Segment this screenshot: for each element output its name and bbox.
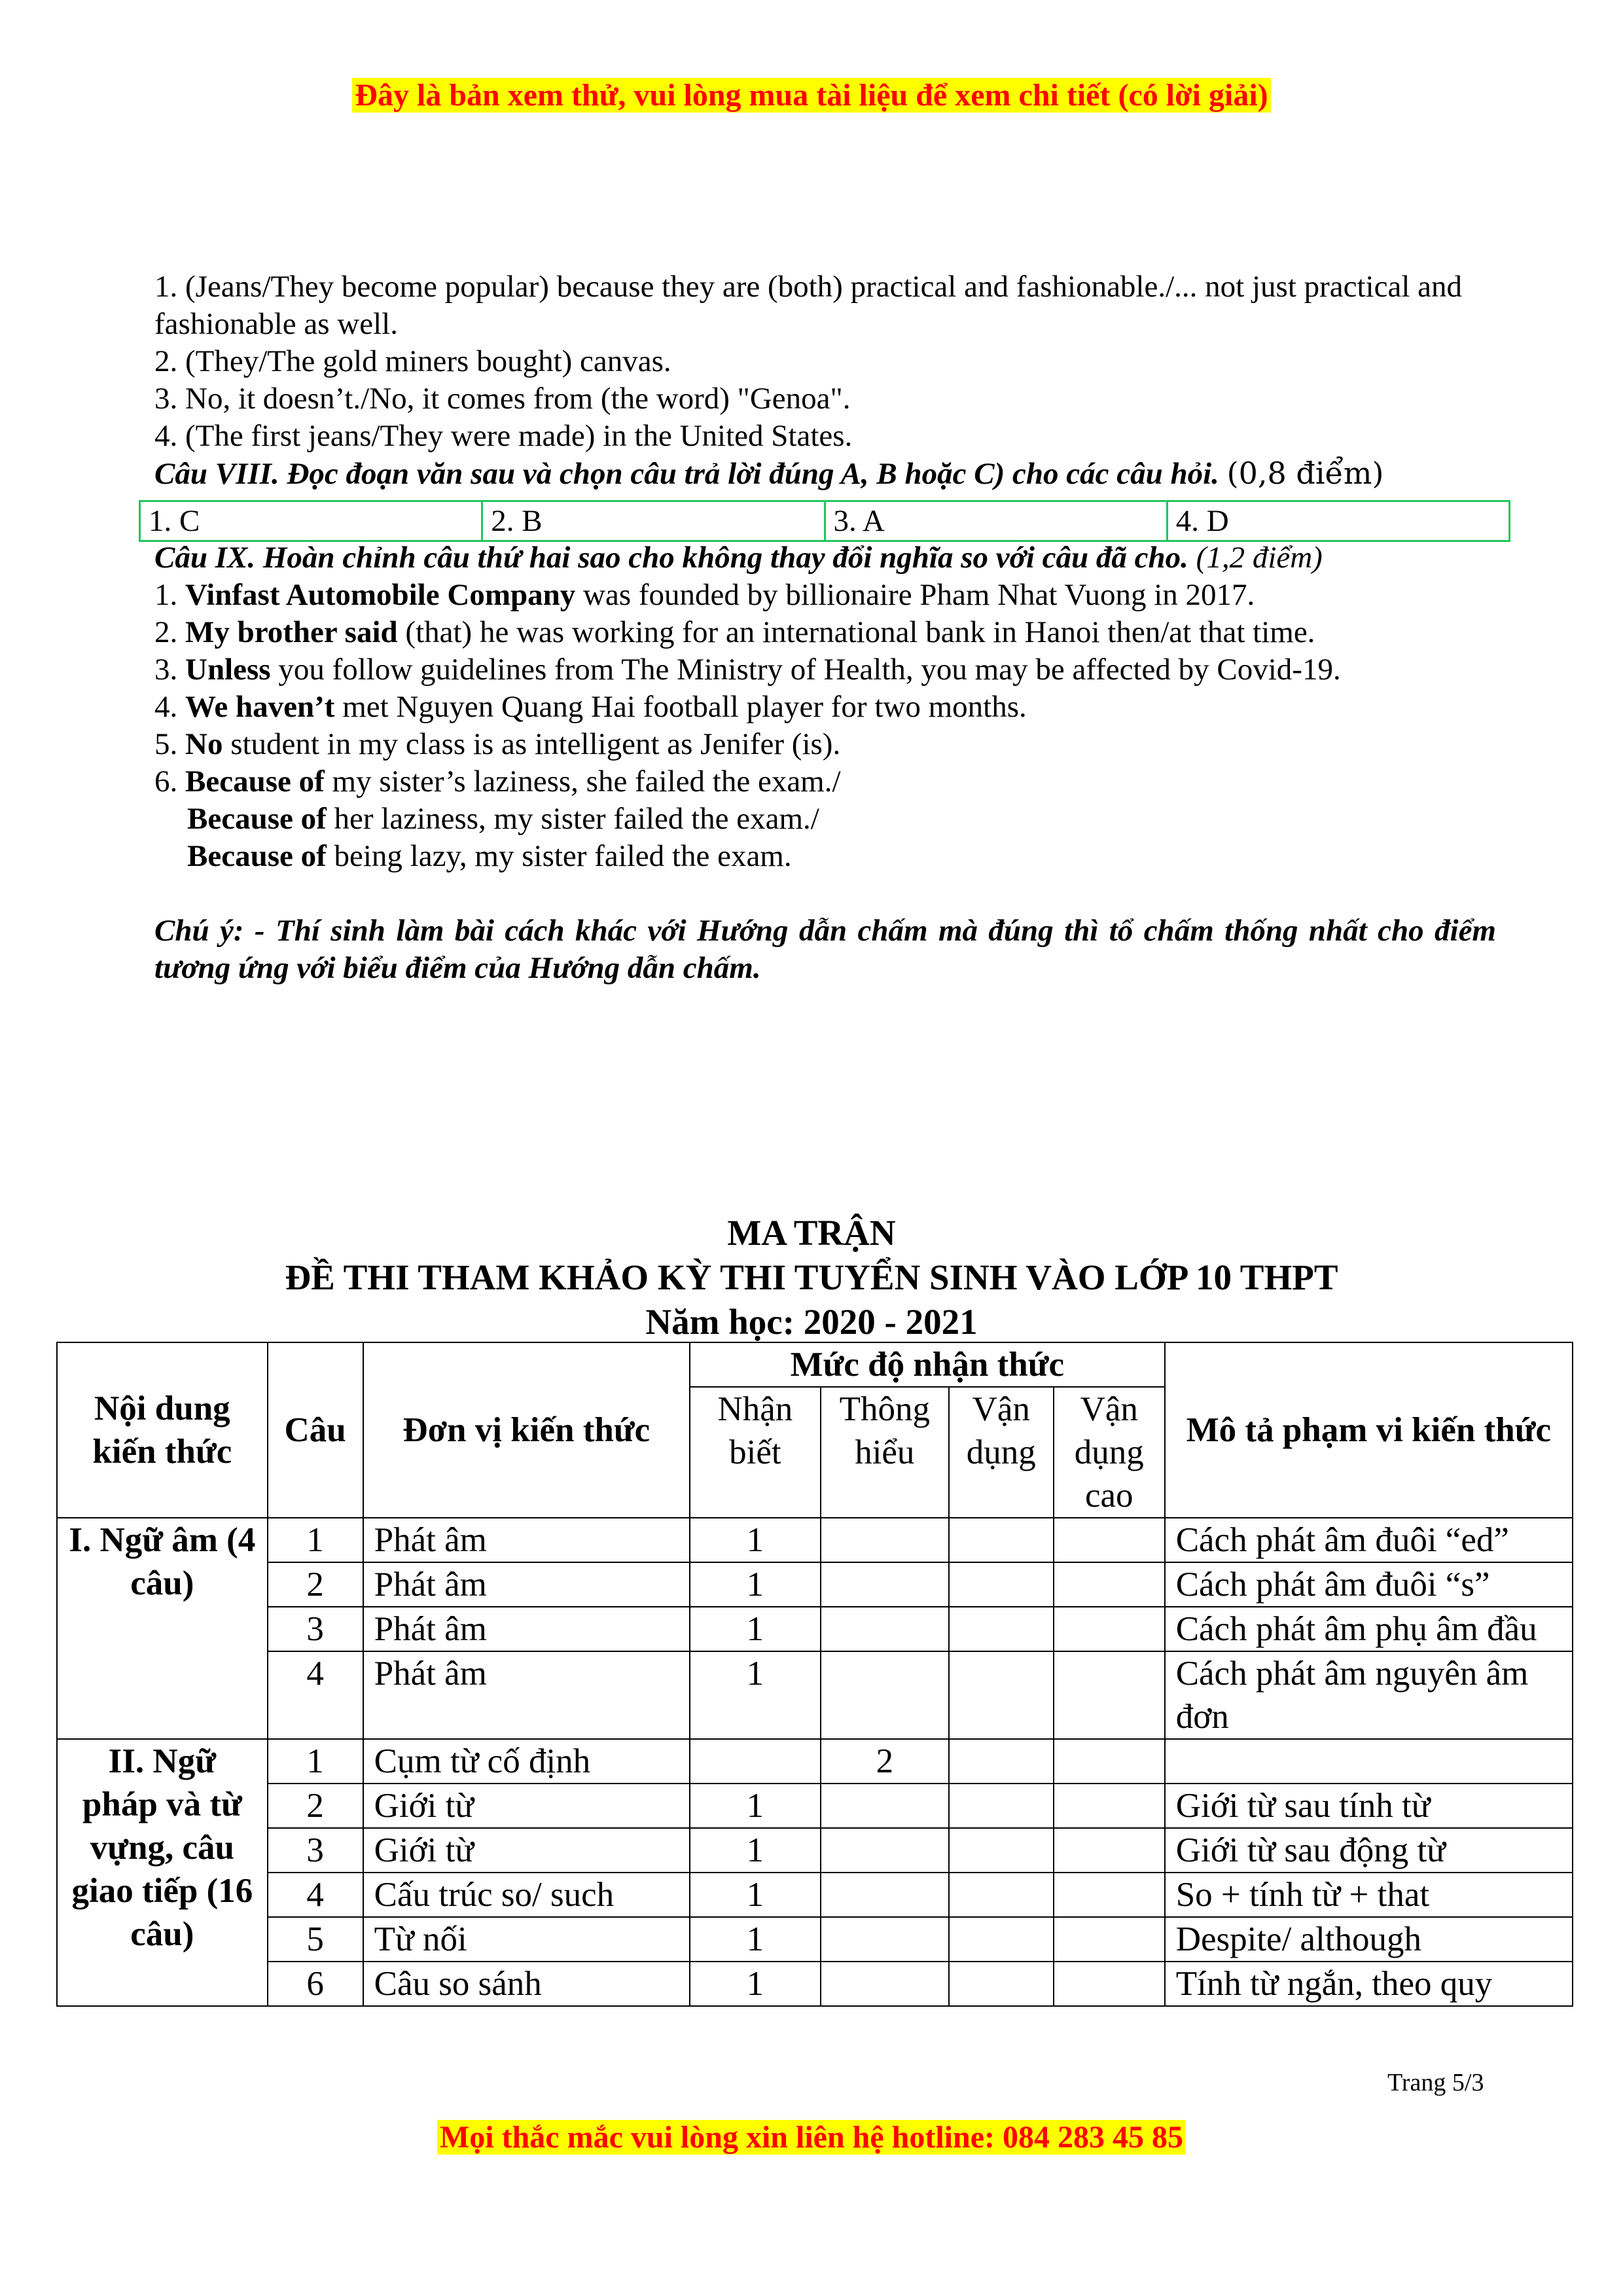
cell-unit: Phát âm	[363, 1562, 690, 1607]
answer-line: 4. (The first jeans/They were made) in the United States.	[154, 419, 853, 453]
cell-apply-high	[1054, 1784, 1165, 1828]
rewrite-item	[154, 763, 1496, 800]
cell-apply-high	[1054, 1739, 1165, 1784]
section-vii-answers	[154, 268, 1496, 493]
item-number: 6.	[154, 764, 185, 798]
cell-description: Cách phát âm đuôi “ed”	[1165, 1518, 1573, 1562]
cell-understand	[821, 1917, 949, 1962]
preview-banner	[0, 77, 1623, 113]
table-row	[57, 1518, 1573, 1562]
cell-description: Giới từ sau động từ	[1165, 1828, 1573, 1873]
item-key: Because of	[187, 802, 327, 836]
matrix-table	[56, 1342, 1573, 2007]
cell-apply-high	[1054, 1917, 1165, 1962]
cell-understand	[821, 1873, 949, 1917]
answer-cell: 3. A	[825, 501, 1167, 541]
cell-unit: Cụm từ cố định	[363, 1739, 690, 1784]
cell-apply	[949, 1651, 1054, 1739]
matrix-header-row	[57, 1342, 1573, 1387]
cell-unit: Giới từ	[363, 1828, 690, 1873]
cell-apply-high	[1054, 1607, 1165, 1651]
cell-apply-high	[1054, 1828, 1165, 1873]
cell-understand	[821, 1828, 949, 1873]
item-key: Because of	[185, 764, 325, 798]
matrix-title-line2: ĐỀ THI THAM KHẢO KỲ THI TUYỂN SINH VÀO LỚP 10 THPT	[285, 1257, 1338, 1297]
item-number: 4.	[154, 690, 185, 724]
cell-description	[1165, 1739, 1573, 1784]
cell-understand	[821, 1962, 949, 2006]
cell-question: 5	[268, 1917, 363, 1962]
cell-description: Cách phát âm phụ âm đầu	[1165, 1607, 1573, 1651]
item-key: Vinfast Automobile Company	[185, 578, 576, 612]
cell-recognize: 1	[690, 1962, 821, 2006]
item-key: We haven’t	[185, 690, 335, 724]
cell-description: Cách phát âm đuôi “s”	[1165, 1562, 1573, 1607]
cell-recognize	[690, 1739, 821, 1784]
rewrite-item	[154, 689, 1496, 726]
cell-question: 1	[268, 1739, 363, 1784]
cell-recognize: 1	[690, 1518, 821, 1562]
cell-apply	[949, 1739, 1054, 1784]
cell-apply-high	[1054, 1962, 1165, 2006]
rewrite-item-alt	[154, 800, 1496, 838]
cell-recognize: 1	[690, 1607, 821, 1651]
cell-understand	[821, 1651, 949, 1739]
header-cognitive-level: Mức độ nhận thức	[690, 1342, 1165, 1387]
item-number: 3.	[154, 653, 185, 687]
cell-understand	[821, 1607, 949, 1651]
cell-unit: Giới từ	[363, 1784, 690, 1828]
item-number: 1.	[154, 578, 185, 612]
rewrite-item-alt	[154, 838, 1496, 875]
cell-unit: Cấu trúc so/ such	[363, 1873, 690, 1917]
answer-line: 2. (They/The gold miners bought) canvas.	[154, 344, 671, 378]
header-unit: Đơn vị kiến thức	[363, 1342, 690, 1518]
matrix-title-line3: Năm học: 2020 - 2021	[645, 1302, 978, 1342]
section-ix-heading	[154, 539, 1496, 577]
page-number: Trang 5/3	[1387, 2069, 1484, 2096]
cell-question: 6	[268, 1962, 363, 2006]
rewrite-item	[154, 726, 1496, 763]
cell-understand	[821, 1562, 949, 1607]
section-viii-points: (0,8 điểm)	[1226, 456, 1384, 491]
item-key: Because of	[187, 839, 327, 873]
answer-line: 3. No, it doesn’t./No, it comes from (the word) "Genoa".	[154, 382, 851, 416]
item-rest: her laziness, my sister failed the exam./	[326, 802, 819, 836]
answer-cell: 2. B	[482, 501, 825, 541]
cell-recognize: 1	[690, 1828, 821, 1873]
cell-apply	[949, 1607, 1054, 1651]
item-rest: (that) he was working for an international bank in Hanoi then/at that time.	[397, 615, 1315, 649]
cell-recognize: 1	[690, 1873, 821, 1917]
header-recognize: Nhận biết	[690, 1387, 821, 1518]
cell-apply	[949, 1562, 1054, 1607]
table-row	[57, 1562, 1573, 1607]
cell-recognize: 1	[690, 1562, 821, 1607]
cell-description: Giới từ sau tính từ	[1165, 1784, 1573, 1828]
cell-understand: 2	[821, 1739, 949, 1784]
section-label: II. Ngữ pháp và từ vựng, câu giao tiếp (16 câu)	[57, 1739, 268, 2006]
cell-question: 2	[268, 1784, 363, 1828]
matrix-title	[0, 1211, 1623, 1344]
cell-question: 1	[268, 1518, 363, 1562]
section-viii-heading	[154, 455, 1496, 493]
cell-understand	[821, 1518, 949, 1562]
answer-cell: 4. D	[1167, 501, 1509, 541]
cell-recognize: 1	[690, 1651, 821, 1739]
item-rest: you follow guidelines from The Ministry of Health, you may be affected by Covid-19.	[270, 653, 1341, 687]
item-key: My brother said	[185, 615, 398, 649]
cell-recognize: 1	[690, 1784, 821, 1828]
cell-apply-high	[1054, 1651, 1165, 1739]
cell-description: Tính từ ngắn, theo quy	[1165, 1962, 1573, 2006]
cell-apply-high	[1054, 1562, 1165, 1607]
cell-recognize: 1	[690, 1917, 821, 1962]
cell-apply	[949, 1917, 1054, 1962]
grading-note: Chú ý: - Thí sinh làm bài cách khác với Hướng dẫn chấm mà đúng thì tổ chấm thống nhất cho điểm tương ứng với biểu điểm của Hướng dẫn chấm.	[154, 914, 1496, 985]
cell-apply	[949, 1518, 1054, 1562]
rewrite-item	[154, 651, 1496, 689]
table-row	[57, 1917, 1573, 1962]
hotline-banner-text: Mọi thắc mắc vui lòng xin liên hệ hotline: 084 283 45 85	[437, 2120, 1186, 2155]
cell-description: Despite/ although	[1165, 1917, 1573, 1962]
table-row	[57, 1962, 1573, 2006]
item-rest: student in my class is as intelligent as Jenifer (is).	[223, 727, 841, 761]
header-apply-high: Vận dụng cao	[1054, 1387, 1165, 1518]
table-row	[57, 1739, 1573, 1784]
cell-apply	[949, 1828, 1054, 1873]
cell-apply-high	[1054, 1873, 1165, 1917]
header-apply: Vận dụng	[949, 1387, 1054, 1518]
section-ix-title: Câu IX. Hoàn chỉnh câu thứ hai sao cho không thay đổi nghĩa so với câu đã cho.	[154, 541, 1188, 575]
item-key: No	[185, 727, 223, 761]
section-viii-answer-table	[139, 500, 1510, 542]
cell-understand	[821, 1784, 949, 1828]
section-ix-points: (1,2 điểm)	[1196, 541, 1323, 575]
table-row	[57, 1784, 1573, 1828]
cell-unit: Phát âm	[363, 1518, 690, 1562]
rewrite-item	[154, 577, 1496, 614]
table-row	[57, 1873, 1573, 1917]
item-rest: was founded by billionaire Pham Nhat Vuong in 2017.	[575, 578, 1255, 612]
section-ix	[154, 539, 1496, 987]
table-row	[57, 1828, 1573, 1873]
cell-apply	[949, 1962, 1054, 2006]
section-label: I. Ngữ âm (4 câu)	[57, 1518, 268, 1739]
rewrite-item	[154, 614, 1496, 651]
header-description: Mô tả phạm vi kiến thức	[1165, 1342, 1573, 1518]
cell-question: 2	[268, 1562, 363, 1607]
hotline-banner	[0, 2119, 1623, 2155]
cell-unit: Phát âm	[363, 1607, 690, 1651]
cell-apply-high	[1054, 1518, 1165, 1562]
item-number: 5.	[154, 727, 185, 761]
cell-apply	[949, 1784, 1054, 1828]
cell-question: 4	[268, 1651, 363, 1739]
item-rest: met Nguyen Quang Hai football player for two months.	[334, 690, 1027, 724]
cell-unit: Phát âm	[363, 1651, 690, 1739]
item-key: Unless	[185, 653, 271, 687]
item-rest: my sister’s laziness, she failed the exam./	[324, 764, 841, 798]
cell-question: 3	[268, 1607, 363, 1651]
cell-description: Cách phát âm nguyên âm đơn	[1165, 1651, 1573, 1739]
item-number: 2.	[154, 615, 185, 649]
cell-unit: Câu so sánh	[363, 1962, 690, 2006]
matrix-title-line1: MA TRẬN	[727, 1213, 896, 1253]
cell-unit: Từ nối	[363, 1917, 690, 1962]
table-row	[57, 1607, 1573, 1651]
cell-question: 3	[268, 1828, 363, 1873]
header-question: Câu	[268, 1342, 363, 1518]
table-row	[57, 1651, 1573, 1739]
item-rest: being lazy, my sister failed the exam.	[326, 839, 792, 873]
section-viii-title: Câu VIII. Đọc đoạn văn sau và chọn câu trả lời đúng A, B hoặc C) cho các câu hỏi.	[154, 457, 1219, 491]
preview-banner-text: Đây là bản xem thử, vui lòng mua tài liệu để xem chi tiết (có lời giải)	[352, 78, 1270, 113]
cell-question: 4	[268, 1873, 363, 1917]
header-content: Nội dung kiến thức	[57, 1342, 268, 1518]
answer-line: 1. (Jeans/They become popular) because they are (both) practical and fashionable./... not just practical and fashionable as well.	[154, 270, 1463, 341]
cell-apply	[949, 1873, 1054, 1917]
cell-description: So + tính từ + that	[1165, 1873, 1573, 1917]
answer-cell: 1. C	[140, 501, 482, 541]
header-understand: Thông hiểu	[821, 1387, 949, 1518]
